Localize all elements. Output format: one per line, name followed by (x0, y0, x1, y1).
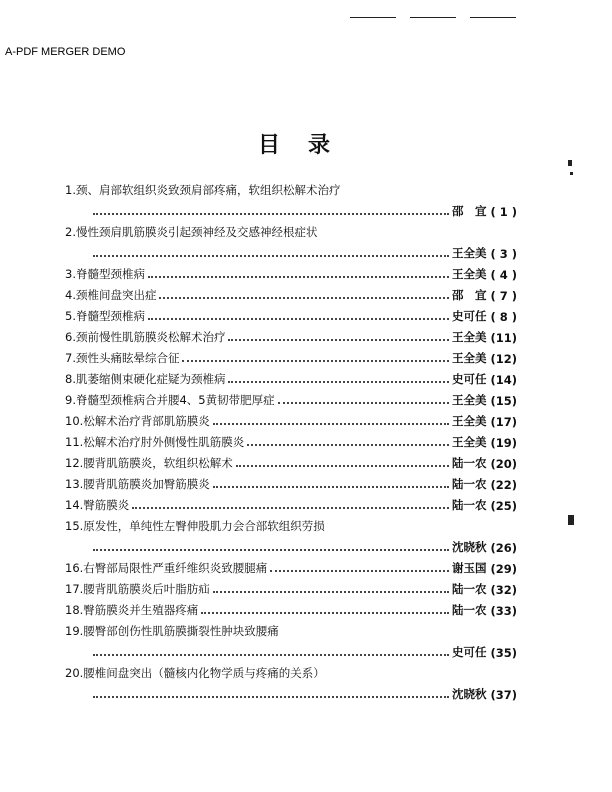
toc-entry[interactable] (65, 348, 517, 366)
toc-entry-title: 11.松解术治疗肘外侧慢性肌筋膜炎 (65, 435, 245, 449)
toc-entry-author: 沈晓秋 (451, 540, 487, 554)
toc-entry-page: (22) (490, 478, 517, 492)
dot-leader (93, 654, 449, 656)
toc-entry-page: (33) (490, 604, 517, 618)
toc-entry-author: 王全美 (451, 435, 487, 449)
toc-entry-title: 12.腰背肌筋膜炎，软组织松解术 (65, 456, 233, 470)
toc-entry-title: 10.松解术治疗背部肌筋膜炎 (65, 414, 210, 428)
toc-entry-page: (25) (490, 499, 517, 513)
scan-speck (570, 172, 573, 175)
toc-entry-author: 陆一农 (451, 477, 487, 491)
dot-leader (148, 276, 449, 278)
header-rule (410, 17, 456, 18)
toc-entry-leader-line (90, 642, 517, 660)
toc-entry-author: 邵 宜 (451, 288, 487, 302)
toc-entry[interactable] (65, 411, 517, 429)
toc-entry-page: ( 3 ) (490, 247, 517, 261)
toc-entry-leader-line (90, 201, 517, 219)
toc-entry[interactable] (65, 180, 517, 198)
toc-entry[interactable] (65, 369, 517, 387)
toc-entry[interactable] (65, 222, 517, 240)
toc-entry-title: 8.肌萎缩侧束硬化症疑为颈椎病 (65, 372, 226, 386)
dot-leader (278, 402, 449, 404)
toc-entry-author: 邵 宜 (451, 204, 487, 218)
dot-leader (228, 381, 449, 383)
toc-entry-author: 谢玉国 (451, 561, 487, 575)
toc-entry-page: (15) (490, 394, 517, 408)
dot-leader (148, 318, 449, 320)
toc-entry[interactable] (65, 474, 517, 492)
toc-entry[interactable] (65, 264, 517, 282)
toc-entry-author: 史可任 (451, 372, 487, 386)
toc-entry-page: (12) (490, 352, 517, 366)
toc-entry[interactable] (65, 327, 517, 345)
dot-leader (159, 297, 448, 299)
toc-entry[interactable] (65, 516, 517, 534)
toc-entry-title: 6.颈前慢性肌筋膜炎松解术治疗 (65, 330, 226, 344)
toc-entry-author: 王全美 (451, 267, 487, 281)
dot-leader (247, 444, 449, 446)
toc-entry-title: 15.原发性，单纯性左臀伸股肌力会合部软组织劳损 (65, 519, 325, 533)
toc-entry-author: 沈晓秋 (451, 687, 487, 701)
toc-entry-title: 5.脊髓型颈椎病 (65, 309, 145, 323)
dot-leader (213, 486, 449, 488)
toc-entry-page: (11) (490, 331, 517, 345)
dot-leader (213, 423, 449, 425)
toc-entry-title: 19.腰臀部创伤性肌筋膜撕裂性肿块致腰痛 (65, 624, 279, 638)
toc-entry-author: 史可任 (451, 309, 487, 323)
page-title: 目录 (258, 132, 359, 158)
dot-leader (213, 591, 449, 593)
scan-speck (568, 515, 574, 525)
toc-entry[interactable] (65, 285, 517, 303)
dot-leader (132, 507, 449, 509)
header-rule (470, 17, 516, 18)
dot-leader (182, 360, 449, 362)
toc-entry-author: 陆一农 (451, 498, 487, 512)
header-rule (350, 17, 396, 18)
toc-entry[interactable] (65, 453, 517, 471)
toc-entry-title: 13.腰背肌筋膜炎加臀筋膜炎 (65, 477, 210, 491)
toc-entry-title: 18.臀筋膜炎并生殖器疼痛 (65, 603, 199, 617)
toc-entry[interactable] (65, 390, 517, 408)
watermark-label: A-PDF MERGER DEMO (5, 46, 126, 58)
toc-entry-author: 王全美 (451, 393, 487, 407)
toc-entry-page: ( 8 ) (490, 310, 517, 324)
dot-leader (201, 612, 449, 614)
toc-entry[interactable] (65, 600, 517, 618)
toc-entry-title: 1.颈、肩部软组织炎致颈肩部疼痛，软组织松解术治疗 (65, 183, 341, 197)
toc-entry[interactable] (65, 558, 517, 576)
toc-entry-author: 陆一农 (451, 582, 487, 596)
toc-entry-leader-line (90, 684, 517, 702)
toc-entry-title: 3.脊髓型颈椎病 (65, 267, 145, 281)
toc-entry[interactable] (65, 306, 517, 324)
toc-entry[interactable] (65, 663, 517, 681)
toc-entry-title: 4.颈椎间盘突出症 (65, 288, 157, 302)
toc-entry[interactable] (65, 432, 517, 450)
dot-leader (228, 339, 449, 341)
dot-leader (93, 696, 449, 698)
toc-entry-author: 王全美 (451, 351, 487, 365)
toc-entry-author: 史可任 (451, 645, 487, 659)
toc-entry-title: 9.脊髓型颈椎病合并腰4、5黄韧带肥厚症 (65, 393, 275, 407)
toc-entry-author: 陆一农 (451, 456, 487, 470)
toc-entry[interactable] (65, 621, 517, 639)
dot-leader (270, 570, 449, 572)
scan-speck (568, 160, 572, 166)
toc-entry-title: 20.腰椎间盘突出（髓核内化物学质与疼痛的关系） (65, 666, 325, 680)
dot-leader (93, 255, 449, 257)
toc-entry-author: 王全美 (451, 414, 487, 428)
toc-entry-title: 16.右臀部局限性严重纤维织炎致腰腿痛 (65, 561, 268, 575)
toc-entry[interactable] (65, 495, 517, 513)
toc-entry-page: (29) (490, 562, 517, 576)
toc-entry-author: 王全美 (451, 246, 487, 260)
toc-entry-page: (35) (490, 646, 517, 660)
dot-leader (93, 549, 449, 551)
toc-entry-title: 7.颈性头痛眩晕综合征 (65, 351, 180, 365)
toc-entry-page: ( 4 ) (490, 268, 517, 282)
toc-entry-author: 王全美 (451, 330, 487, 344)
toc-entry[interactable] (65, 579, 517, 597)
toc-entry-leader-line (90, 243, 517, 261)
toc-entry-page: ( 7 ) (490, 289, 517, 303)
toc-entry-page: (37) (490, 688, 517, 702)
toc-entry-page: (26) (490, 541, 517, 555)
toc-entry-page: (17) (490, 415, 517, 429)
toc-entry-leader-line (90, 537, 517, 555)
dot-leader (93, 213, 449, 215)
toc-entry-page: (20) (490, 457, 517, 471)
toc-entry-author: 陆一农 (451, 603, 487, 617)
toc-entry-page: (14) (490, 373, 517, 387)
dot-leader (236, 465, 449, 467)
toc-entry-title: 14.臀筋膜炎 (65, 498, 130, 512)
toc-entry-page: (19) (490, 436, 517, 450)
toc-entry-title: 2.慢性颈肩肌筋膜炎引起颈神经及交感神经根症状 (65, 225, 318, 239)
toc-entry-page: ( 1 ) (490, 205, 517, 219)
toc-entry-title: 17.腰背肌筋膜炎后叶脂肪疝 (65, 582, 210, 596)
toc-entry-page: (32) (490, 583, 517, 597)
